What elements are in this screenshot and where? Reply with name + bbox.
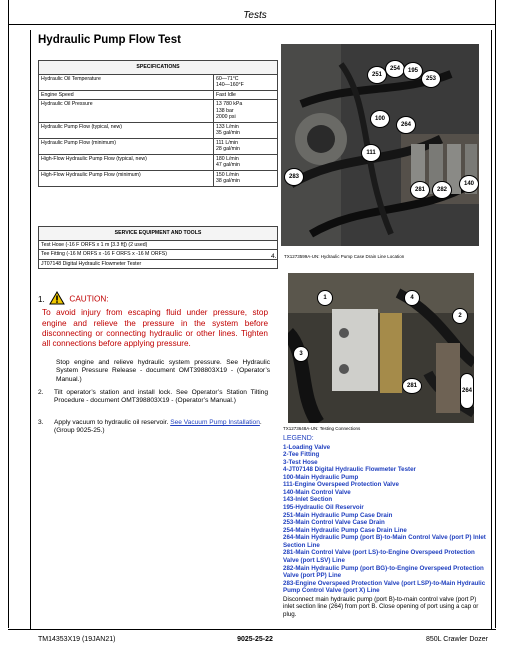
legend-item: 100-Main Hydraulic Pump <box>283 473 359 481</box>
callout: 140 <box>459 175 479 193</box>
step-number: 3. <box>38 419 44 426</box>
callout: 1 <box>317 290 333 306</box>
footer-page-number: 9025-25-22 <box>237 636 273 643</box>
callout: 3 <box>293 346 309 362</box>
legend-instruction: Disconnect main hydraulic pump (port B)-to-main control valve (port P) inlet section line (264) from port B. Close opening of port using a cap or plug. <box>283 595 479 618</box>
table-row <box>39 138 278 154</box>
running-header: Tests <box>243 10 267 21</box>
table-row <box>39 170 278 186</box>
specifications-heading: SPECIFICATIONS <box>39 61 278 75</box>
table-row <box>39 154 278 170</box>
table-row <box>39 90 278 100</box>
warning-icon <box>49 291 65 308</box>
legend-item: 283-Engine Overspeed Protection Valve (port LSP)-to-Main Hydraulic Pump Control Valve (port X) Line <box>283 579 486 595</box>
step-number: 4. <box>271 253 277 260</box>
caution-title: CAUTION: <box>69 294 109 304</box>
table-row <box>39 240 278 250</box>
step-number: 1. <box>38 294 45 304</box>
legend-item: 281-Main Control Valve (port LS)-to-Engine Overspeed Protection Valve (port LSV) Line <box>283 549 475 564</box>
header-rule <box>8 24 496 25</box>
callout: 281 <box>410 181 430 199</box>
callout: 195 <box>403 62 423 80</box>
callout: 282 <box>432 181 452 199</box>
legend-item: 3-Test Hose <box>283 458 318 466</box>
spec-value: 133 L/min 35 gal/min <box>214 122 278 138</box>
callout: 253 <box>421 70 441 88</box>
legend-item: 4-JT07148 Digital Hydraulic Flowmeter Tester <box>283 466 416 474</box>
figure2-caption: TX1273648A-UN: Testing Connections <box>283 426 361 431</box>
spec-label: Hydraulic Pump Flow (minimum) <box>39 138 214 154</box>
legend-item: 254-Main Hydraulic Pump Case Drain Line <box>283 526 407 534</box>
legend-heading: LEGEND: <box>283 435 314 442</box>
spec-label: High-Flow Hydraulic Pump Flow (typical, new) <box>39 154 214 170</box>
table-row <box>39 259 278 269</box>
step-1-text: Stop engine and relieve hydraulic system pressure. See Hydraulic System Pressure Release - document OMT398803X19 - (Operator’s Manual.) <box>56 359 270 383</box>
testing-photo <box>288 273 474 423</box>
spec-value: 111 L/min 28 gal/min <box>214 138 278 154</box>
spec-value: 150 L/min 38 gal/min <box>214 170 278 186</box>
tool-item: Test Hose (-16 F ORFS x 1 m [3.3 ft]) (2 used) <box>39 240 278 250</box>
spec-value: 13 780 kPa 138 bar 2000 psi <box>214 100 278 123</box>
tools-heading: SERVICE EQUIPMENT AND TOOLS <box>39 227 278 241</box>
spec-value: 180 L/min 47 gal/min <box>214 154 278 170</box>
callout: 264 <box>460 373 474 409</box>
callout: 254 <box>385 60 405 78</box>
legend-item: 111-Engine Overspeed Protection Valve <box>283 481 399 489</box>
table-row <box>39 74 278 90</box>
spec-label: Engine Speed <box>39 90 214 100</box>
spec-label: Hydraulic Oil Pressure <box>39 100 214 123</box>
callout: 281 <box>402 378 422 394</box>
legend-item: 251-Main Hydraulic Pump Case Drain <box>283 511 393 519</box>
legend-item: 195-Hydraulic Oil Reservoir <box>283 504 364 512</box>
legend-item: 1-Loading Valve <box>283 443 331 451</box>
step-2-text: Tilt operator’s station and install lock. See Operator’s Station Tilting Procedure - document OMT398803X19 - (Operator’s Manual.) <box>54 389 268 405</box>
callout: 283 <box>284 168 304 186</box>
legend-item: 264-Main Hydraulic Pump (port B)-to-Main Control Valve (port P) Inlet Section Line <box>283 534 486 549</box>
tool-item: Tee Fitting (-16 M ORFS x -16 F ORFS x -16 M ORFS) <box>39 250 278 260</box>
spec-value: Fast Idle <box>214 90 278 100</box>
figure1-caption: TX1273599A-UN: Hydraulic Pump Case Drain Line Location <box>284 254 405 259</box>
specifications-table <box>38 60 278 187</box>
figure-testing-connections <box>288 273 474 423</box>
footer-machine-name: 850L Crawler Dozer <box>426 636 488 643</box>
step-2 <box>38 389 270 406</box>
footer-document-id: TM14353X19 (19JAN21) <box>38 636 116 643</box>
tool-item: JT07148 Digital Hydraulic Flowmeter Tester <box>39 259 278 269</box>
table-row <box>39 250 278 260</box>
vacuum-pump-link[interactable]: See Vacuum Pump Installation <box>170 419 260 426</box>
service-tools-table <box>38 226 278 269</box>
callout: 111 <box>361 144 381 162</box>
legend-item: 253-Main Control Valve Case Drain <box>283 519 385 527</box>
section-title: Hydraulic Pump Flow Test <box>38 34 181 46</box>
legend-item: 282-Main Hydraulic Pump (port BG)-to-Engine Overspeed Protection Valve (port PP) Line <box>283 564 484 580</box>
caution-block <box>38 291 268 349</box>
callout: 100 <box>370 110 390 128</box>
step-3 <box>38 419 270 436</box>
callout: 251 <box>367 66 387 84</box>
step-3-group: . (Group 9025-25.) <box>54 419 262 435</box>
spec-label: High-Flow Hydraulic Pump Flow (minimum) <box>39 170 214 186</box>
table-row <box>39 122 278 138</box>
legend-item: 140-Main Control Valve <box>283 488 351 496</box>
legend <box>283 435 488 618</box>
callout: 4 <box>404 290 420 306</box>
table-row <box>39 100 278 123</box>
callout: 264 <box>396 116 416 134</box>
spec-label: Hydraulic Oil Temperature <box>39 74 214 90</box>
spec-value: 60—71°C 140—160°F <box>214 74 278 90</box>
legend-item: 143-Inlet Section <box>283 496 333 504</box>
legend-item: 2-Tee Fitting <box>283 451 320 459</box>
callout: 2 <box>452 308 468 324</box>
caution-text: To avoid injury from escaping fluid under pressure, stop engine and relieve the pressure in the system before disconnecting or connecting hydraulic or other lines. Tighten all connections before applying pressure. <box>42 308 268 348</box>
step-3-text: Apply vacuum to hydraulic oil reservoir. <box>54 419 169 426</box>
spec-label: Hydraulic Pump Flow (typical, new) <box>39 122 214 138</box>
footer-rule <box>8 629 496 630</box>
step-number: 2. <box>38 389 44 396</box>
